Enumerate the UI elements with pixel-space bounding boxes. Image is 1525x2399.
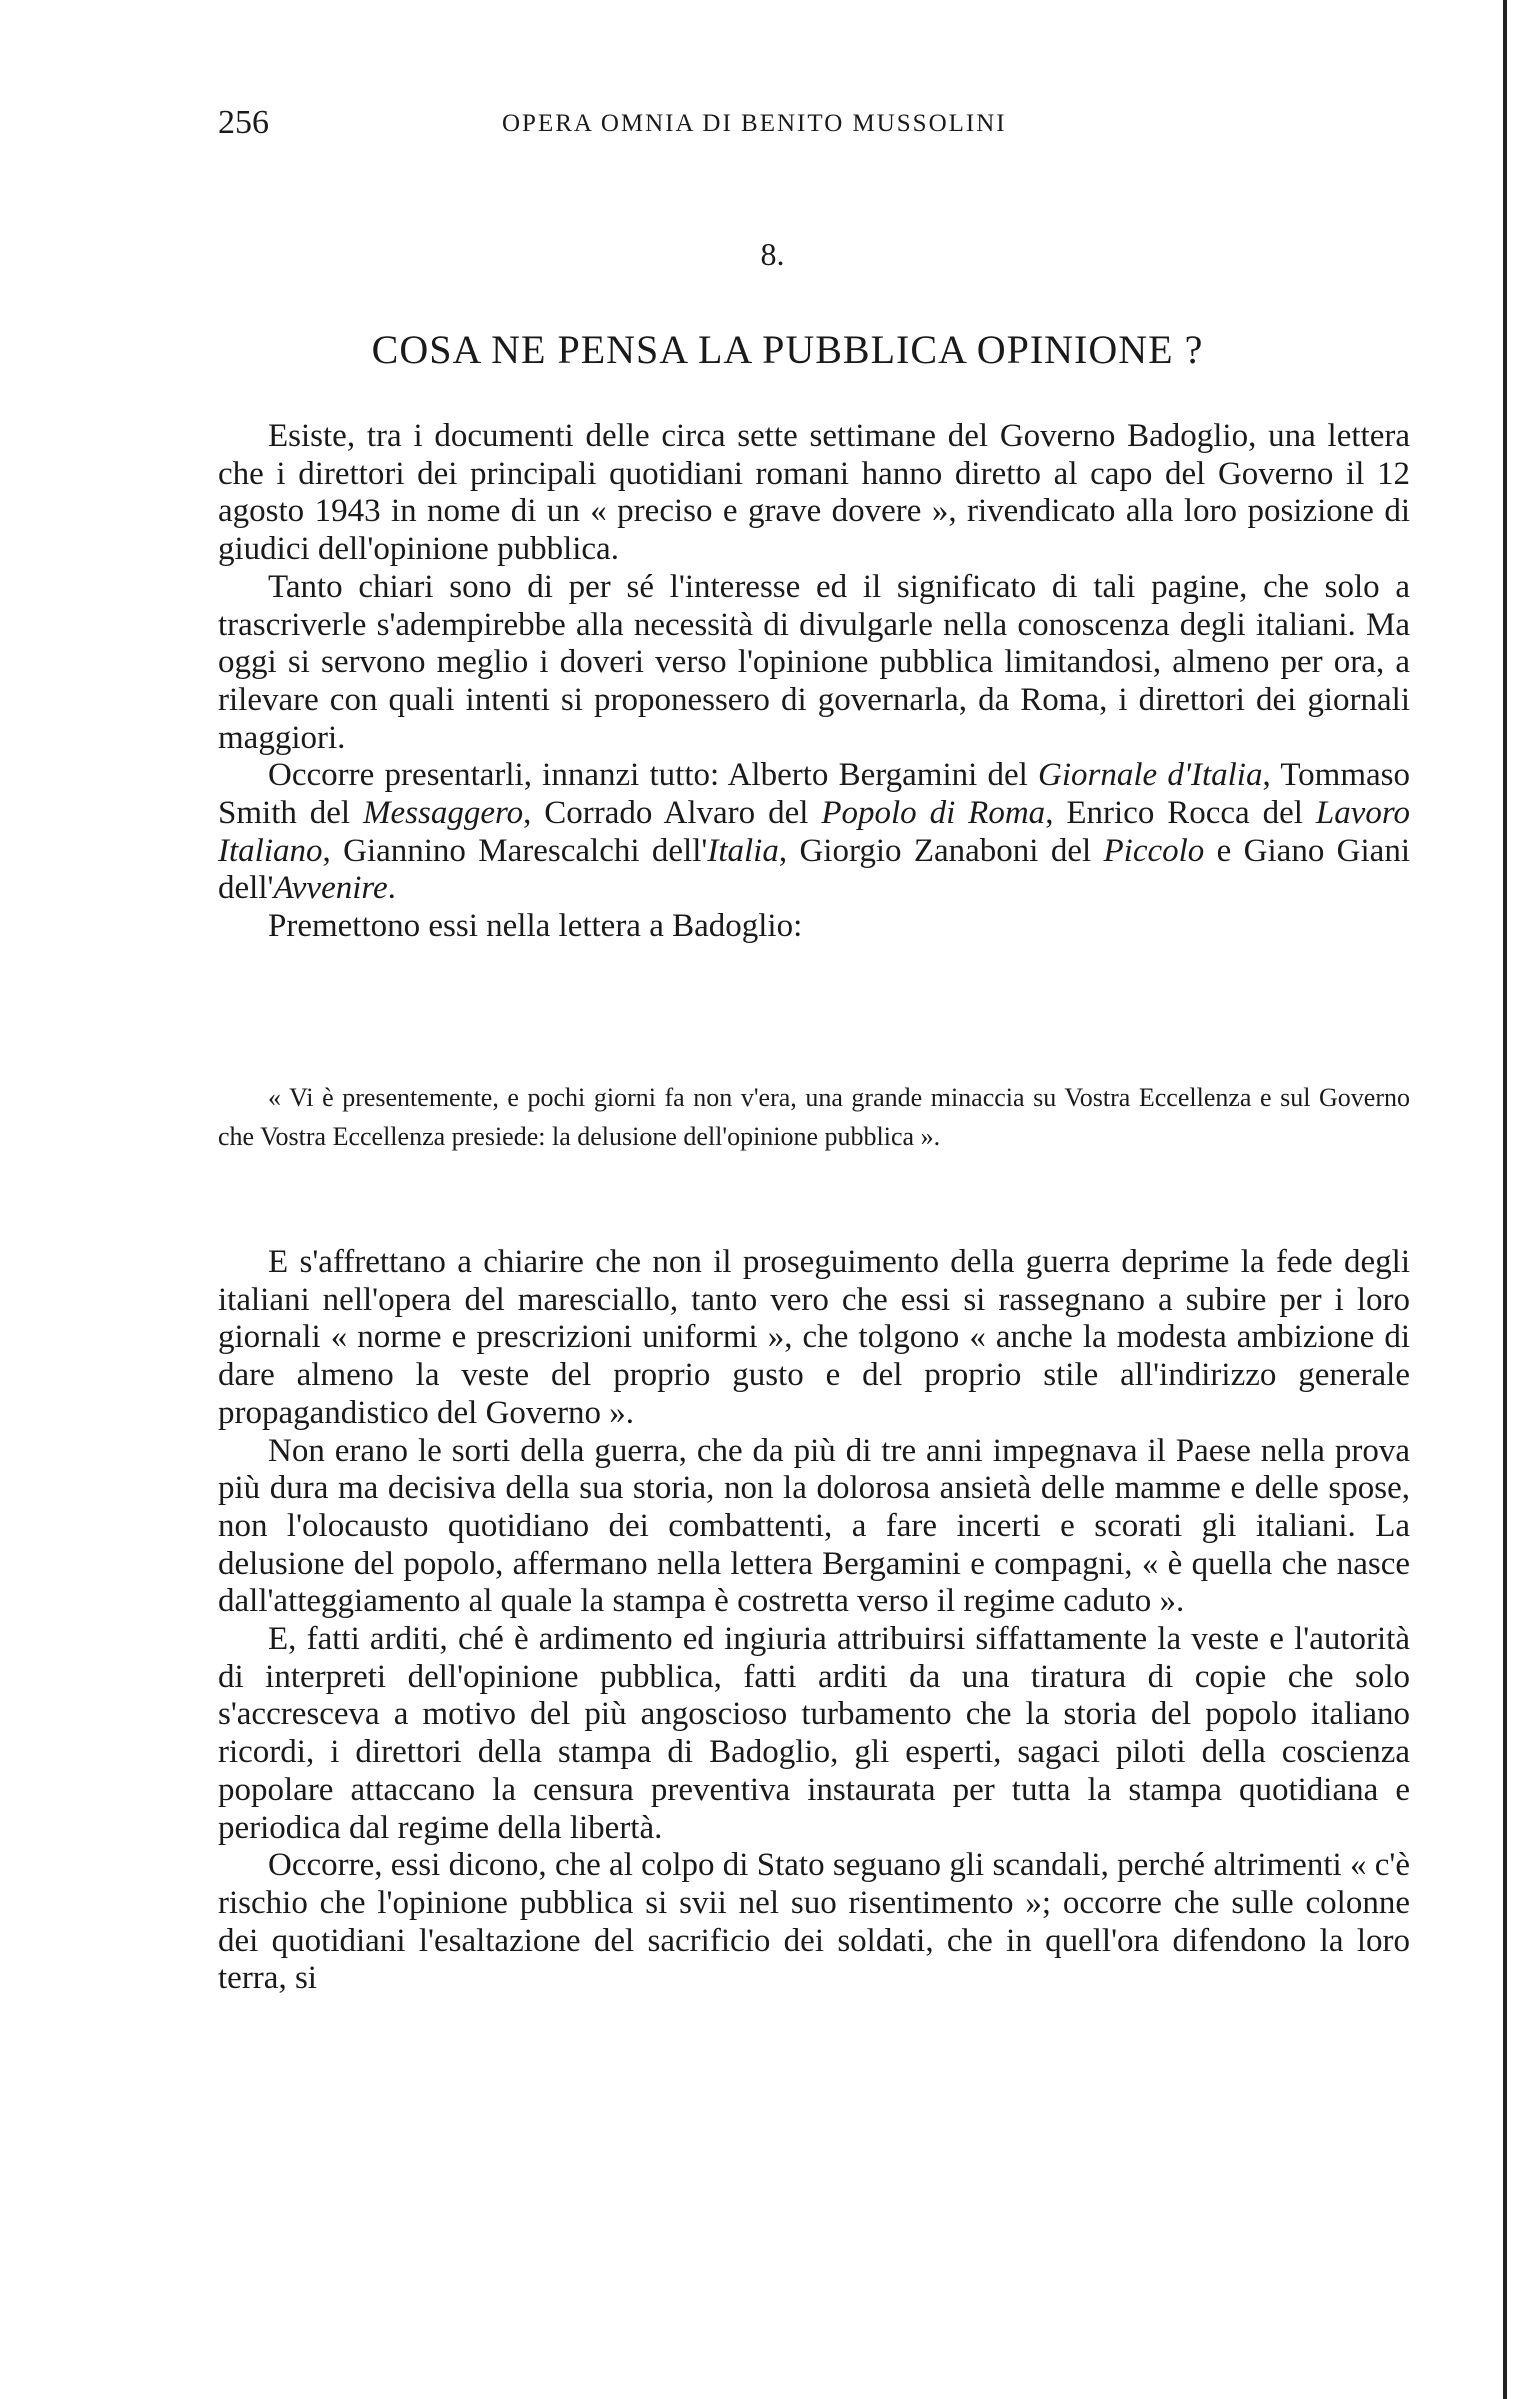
paragraph: Tanto chiari sono di per sé l'interesse ed il significato di tali pagine, che solo a trascriverle s'adempirebbe alla necessità di divulgarle nella conoscenza degli italiani. Ma oggi si servono meglio i doveri verso l'opinione pubblica limitandosi, almeno per ora, a rilevare con quali intenti si proponessero di governarla, da Roma, i direttori dei giornali maggiori.	[218, 568, 1410, 756]
newspaper-name: Piccolo	[1103, 832, 1205, 869]
paragraph: Premettono essi nella lettera a Badoglio:	[268, 908, 803, 945]
paragraph-editors-list: Occorre presentarli, innanzi tutto: Alberto Bergamini del Giornale d'Italia, Tommaso Smith del Messaggero, Corrado Alvaro del Popolo di Roma, Enrico Rocca del Lavoro Italiano, Giannino Marescalchi dell'Italia, Giorgio Zanaboni del Piccolo e Giano Giani dell'Avvenire.	[218, 757, 1410, 907]
chapter-title: COSA NE PENSA LA PUBBLICA OPINIONE ?	[371, 327, 1204, 372]
newspaper-name: Avvenire	[273, 870, 388, 907]
quoted-letter	[218, 1078, 1410, 1156]
body-text-upper	[218, 418, 1410, 946]
newspaper-name: Popolo di Roma	[821, 795, 1046, 832]
body-text-lower	[218, 1244, 1410, 1998]
paragraph: Non erano le sorti della guerra, che da più di tre anni impegnava il Paese nella prova più dura ma decisiva della sua storia, non la dolorosa ansietà delle mamme e delle spose, non l'olocausto quotidiano dei combattenti, a fare incerti e scorati gli italiani. La delusione del popolo, affermano nella lettera Bergamini e compagni, « è quella che nasce dall'atteggiamento al quale la stampa è costretta verso il regime caduto ».	[218, 1432, 1410, 1620]
newspaper-name: Italia	[707, 832, 779, 869]
newspaper-name: Giornale d'Italia	[1038, 757, 1263, 794]
paragraph: E, fatti arditi, ché è ardimento ed ingiuria attribuirsi siffattamente la veste e l'autorità di interpreti dell'opinione pubblica, fatti arditi da una tiratura di copie che solo s'accresceva a motivo del più angoscioso turbamento che la storia del popolo italiano ricordi, i direttori della stampa di Badoglio, gli esperti, sagaci piloti della coscienza popolare attaccano la censura preventiva instaurata per tutta la stampa quotidiana e periodica dal regime della libertà.	[218, 1621, 1410, 1846]
running-title: OPERA OMNIA DI BENITO MUSSOLINI	[502, 110, 1007, 137]
page-header	[218, 104, 1118, 154]
newspaper-name: Messaggero	[363, 795, 524, 832]
section-number: 8.	[760, 236, 785, 272]
paragraph: Esiste, tra i documenti delle circa sette settimane del Governo Badoglio, una lettera che i direttori dei principali quotidiani romani hanno diretto al capo del Governo il 12 agosto 1943 in nome di un « preciso e grave dovere », rivendicato alla loro posizione di giudici dell'opinione pubblica.	[218, 418, 1410, 568]
newspaper-name: Lavoro Italiano	[218, 795, 1410, 869]
paragraph: E s'affrettano a chiarire che non il proseguimento della guerra deprime la fede degli italiani nell'opera del maresciallo, tanto vero che essi si rassegnano a subire per i loro giornali « norme e prescrizioni uniformi », che tolgono « anche la modesta ambizione di dare almeno la veste del proprio gusto e del proprio stile all'indirizzo generale propagandistico del Governo ».	[218, 1244, 1410, 1431]
page-number: 256	[218, 104, 269, 141]
quote-text: « Vi è presentemente, e pochi giorni fa non v'era, una grande minaccia su Vostra Eccellenza e sul Governo che Vostra Eccellenza presiede: la delusione dell'opinione pubblica ».	[218, 1083, 1410, 1151]
paragraph: Occorre, essi dicono, che al colpo di Stato seguano gli scandali, perché altrimenti « c'è rischio che l'opinione pubblica si svii nel suo risentimento »; occorre che sulle colonne dei quotidiani l'esaltazione del sacrificio dei soldati, che in quell'ora difendono la loro terra, si	[218, 1847, 1410, 1997]
